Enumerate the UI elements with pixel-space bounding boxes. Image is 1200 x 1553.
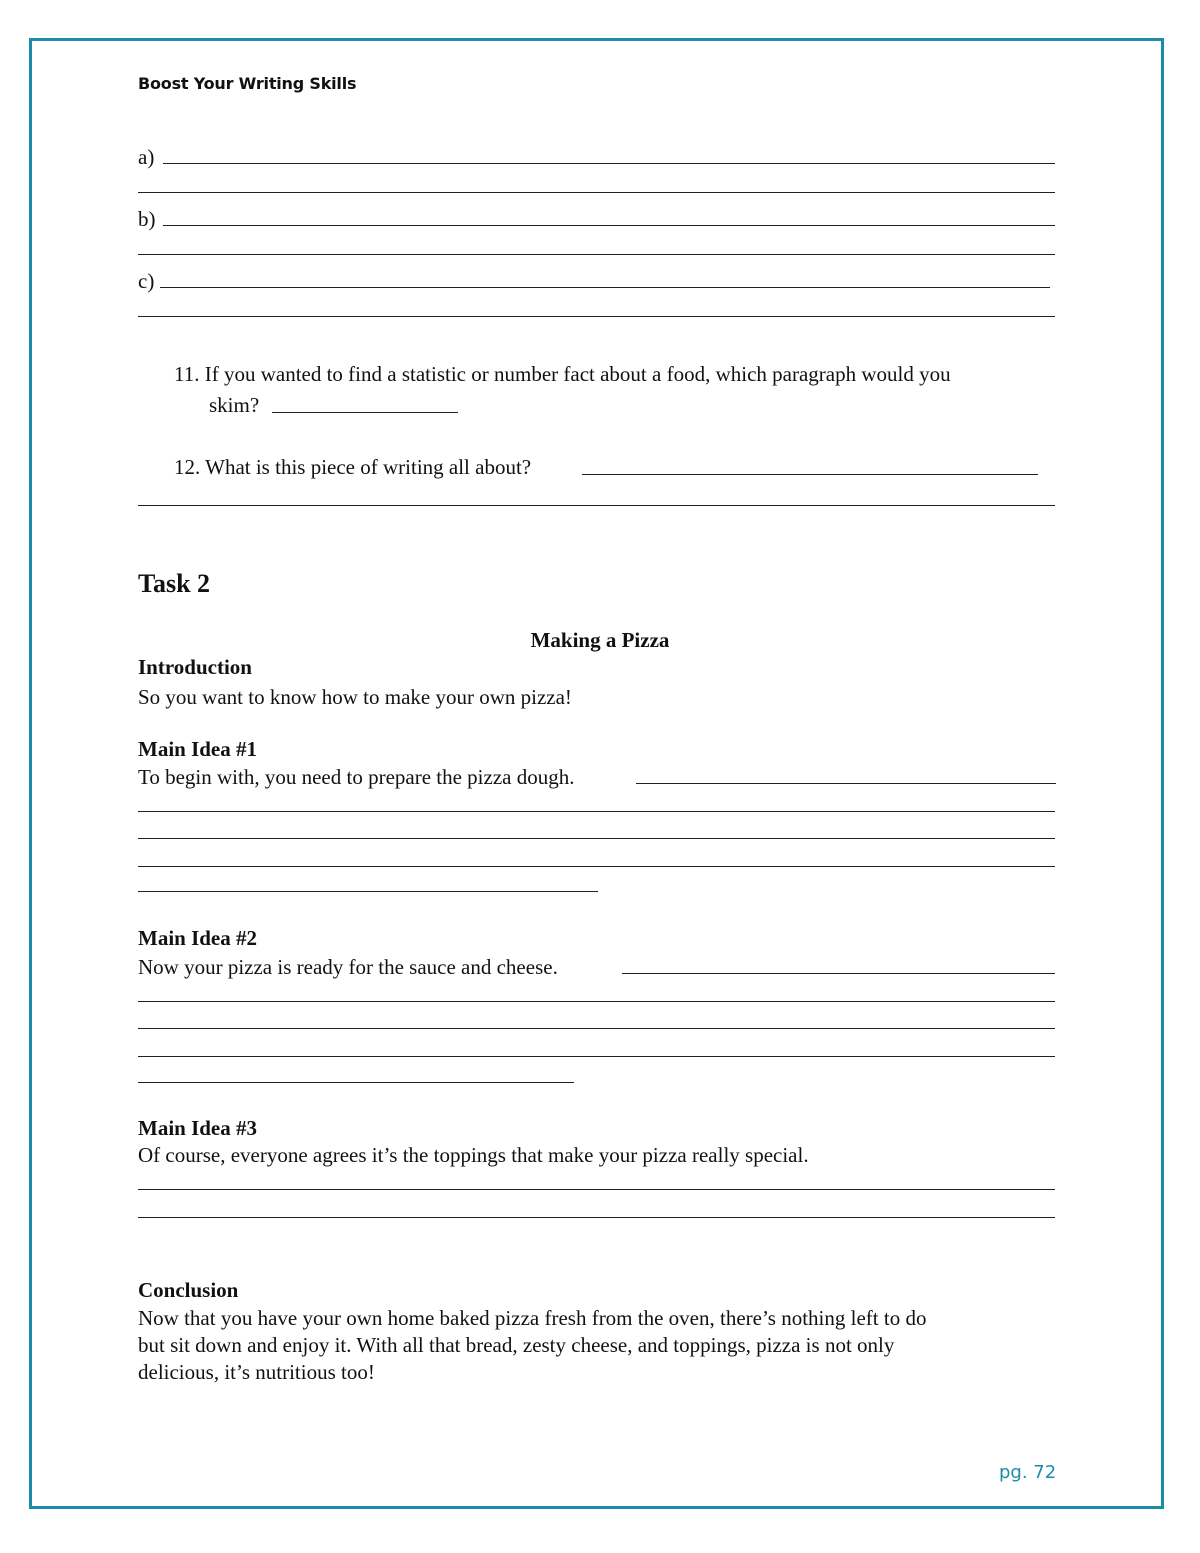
question-12-answer-line-2 — [138, 505, 1055, 506]
main-idea-1-line-0 — [636, 783, 1056, 784]
answer-b-line-1 — [163, 225, 1055, 226]
page-number: pg. 72 — [999, 1462, 1057, 1483]
introduction-text: So you want to know how to make your own pizza! — [138, 685, 572, 709]
question-12-answer-line-1 — [582, 474, 1038, 475]
main-idea-3-line-1 — [138, 1189, 1055, 1190]
answer-c-line-2 — [138, 316, 1055, 317]
document-header: Boost Your Writing Skills — [138, 74, 357, 93]
main-idea-2-line-4 — [138, 1082, 574, 1083]
answer-a-line-1 — [163, 163, 1055, 164]
main-idea-2-line-2 — [138, 1028, 1055, 1029]
main-idea-1-line-3 — [138, 866, 1055, 867]
conclusion-line-3: delicious, it’s nutritious too! — [138, 1360, 375, 1384]
question-11-answer-line — [272, 412, 458, 413]
answer-a-line-2 — [138, 192, 1055, 193]
main-idea-1-text: To begin with, you need to prepare the pizza dough. — [138, 765, 575, 789]
main-idea-1-line-2 — [138, 838, 1055, 839]
main-idea-2-line-1 — [138, 1001, 1055, 1002]
main-idea-2-heading: Main Idea #2 — [138, 926, 258, 950]
conclusion-heading: Conclusion — [138, 1278, 239, 1302]
task-heading: Task 2 — [138, 569, 211, 598]
main-idea-1-heading: Main Idea #1 — [138, 737, 258, 761]
main-idea-2-text: Now your pizza is ready for the sauce and cheese. — [138, 955, 558, 979]
question-11-line-2: skim? — [209, 393, 260, 417]
main-idea-1-line-1 — [138, 811, 1055, 812]
question-11-line-1: 11. If you wanted to find a statistic or number fact about a food, which paragraph would you — [174, 362, 951, 386]
main-idea-2-line-0 — [622, 973, 1055, 974]
answer-c-line-1 — [160, 287, 1050, 288]
main-idea-3-text: Of course, everyone agrees it’s the toppings that make your pizza really special. — [138, 1143, 809, 1167]
answer-b-line-2 — [138, 254, 1055, 255]
answer-a-label: a) — [138, 145, 155, 169]
main-idea-3-line-2 — [138, 1217, 1055, 1218]
main-idea-3-heading: Main Idea #3 — [138, 1116, 258, 1140]
essay-title: Making a Pizza — [530, 628, 670, 652]
main-idea-1-line-4 — [138, 891, 598, 892]
introduction-heading: Introduction — [138, 655, 252, 679]
main-idea-2-line-3 — [138, 1056, 1055, 1057]
question-12: 12. What is this piece of writing all about? — [174, 455, 532, 479]
answer-c-label: c) — [138, 269, 155, 293]
conclusion-line-1: Now that you have your own home baked pizza fresh from the oven, there’s nothing left to do — [138, 1306, 927, 1330]
answer-b-label: b) — [138, 207, 156, 231]
conclusion-line-2: but sit down and enjoy it. With all that bread, zesty cheese, and toppings, pizza is not only — [138, 1333, 895, 1357]
